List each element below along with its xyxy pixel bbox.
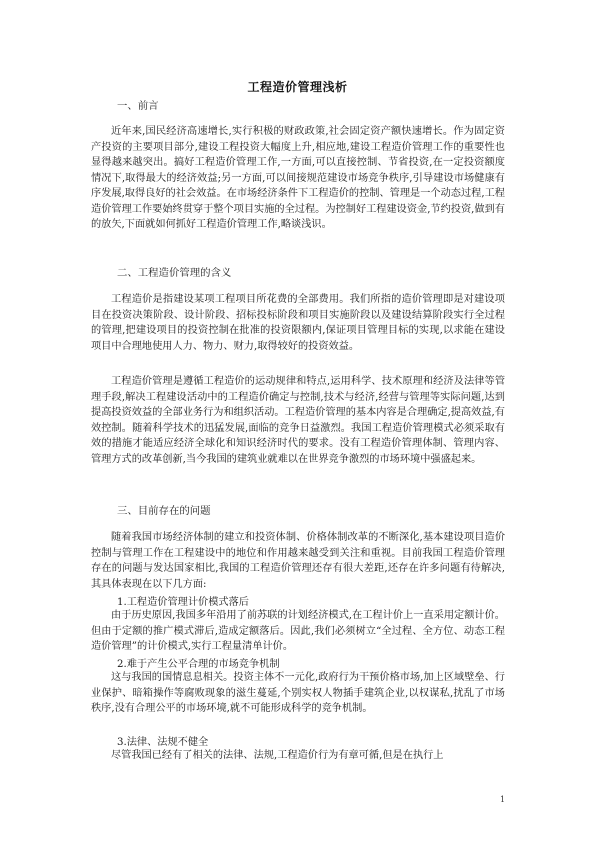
paragraph-definition-1: 工程造价是指建设某项工程项目所花费的全部费用。我们所指的造价管理即是对建设项目在投资决策阶段、设计阶段、招标投标阶段和项目实施阶段以及建设结算阶段实行全过程的管理,把建设项目的投资控制在批准的投资限额内,保证项目管理目标的实现,以求能在建设项目中合理地使用人力、物力、财力,取得较好的投资效益。 — [91, 294, 505, 352]
problem-item-3-heading: 3.法律、法规不健全 — [117, 737, 209, 748]
problem-item-3-body: 尽管我国已经有了相关的法律、法规,工程造价行为有章可循,但是在执行上 — [111, 750, 444, 761]
problem-item-2-heading: 2.难于产生公平合理的市场竞争机制 — [117, 659, 280, 670]
problem-item-1-heading: 1.工程造价管理计价模式落后 — [117, 597, 249, 608]
section-heading-definition: 二、工程造价管理的含义 — [117, 267, 232, 279]
paragraph-definition-2: 工程造价管理是遵循工程造价的运动规律和特点,运用科学、技术原理和经济及法律等管理手段,解决工程建设活动中的工程造价确定与控制,技术与经济,经营与管理等实际问题,达到提高投资效益的全部业务行为和组织活动。工程造价管理的基本内容是合理确定,提高效益,有效控制。随着科学技术的迅猛发展,面临的竞争日益激烈。我国工程造价管理模式必须采取有效的措施才能适应经济全球化和知识经济时代的要求。没有工程造价管理体制、管理内容、管理方式的改革创新,当今我国的建筑业就难以在世界竞争激烈的市场环境中强盛起来。 — [91, 376, 505, 465]
problem-item-1-body: 由于历史原因,我国多年沿用了前苏联的计划经济模式,在工程计价上一直采用定额计价。但由于定额的推广模式滞后,造成定额落后。因此,我们必须树立“全过程、全方位、动态工程造价管理”的计价模式,实行工程量清单计价。 — [91, 610, 505, 652]
section-heading-intro: 一、前言 — [117, 100, 159, 112]
paragraph-intro: 近年来,国民经济高速增长,实行积极的财政政策,社会固定资产额快速增长。作为固定资产投资的主要项目部分,建设工程投资大幅度上升,相应地,建设工程造价管理工作的重要性也显得越来越突出。搞好工程造价管理工作,一方面,可以直接控制、节省投资,在一定投资额度情况下,取得最大的经济效益;另一方面,可以间接规范建设市场竞争秩序,引导建设市场健康有序发展,取得良好的社会效益。在市场经济条件下工程造价的控制、管理是一个动态过程,工程造价管理工作要始终贯穿于整个项目实施的全过程。为控制好工程建设资金,节约投资,做到有的放矢,下面就如何抓好工程造价管理工作,略谈浅识。 — [91, 126, 505, 230]
page-number: 1 — [500, 795, 506, 804]
section-heading-problems: 三、目前存在的问题 — [117, 505, 211, 517]
document-title: 工程造价管理浅析 — [247, 80, 348, 94]
paragraph-problems-intro: 随着我国市场经济体制的建立和投资体制、价格体制改革的不断深化,基本建设项目造价控制与管理工作在工程建设中的地位和作用越来越受到关注和重视。目前我国工程造价管理存在的问题与发达国家相比,我国的工程造价管理还存有很大差距,还存在许多问题有待解决,其具体表现在以下几方面: — [91, 532, 505, 590]
problem-item-2-body: 这与我国的国情息息相关。投资主体不一元化,政府行为干预价格市场,加上区域壁垒、行业保护、暗箱操作等腐败现象的滋生蔓延,个别实权人物插手建筑企业,以权谋私,扰乱了市场秩序,没有合理公平的市场环境,就不可能形成科学的竞争机制。 — [91, 672, 505, 714]
